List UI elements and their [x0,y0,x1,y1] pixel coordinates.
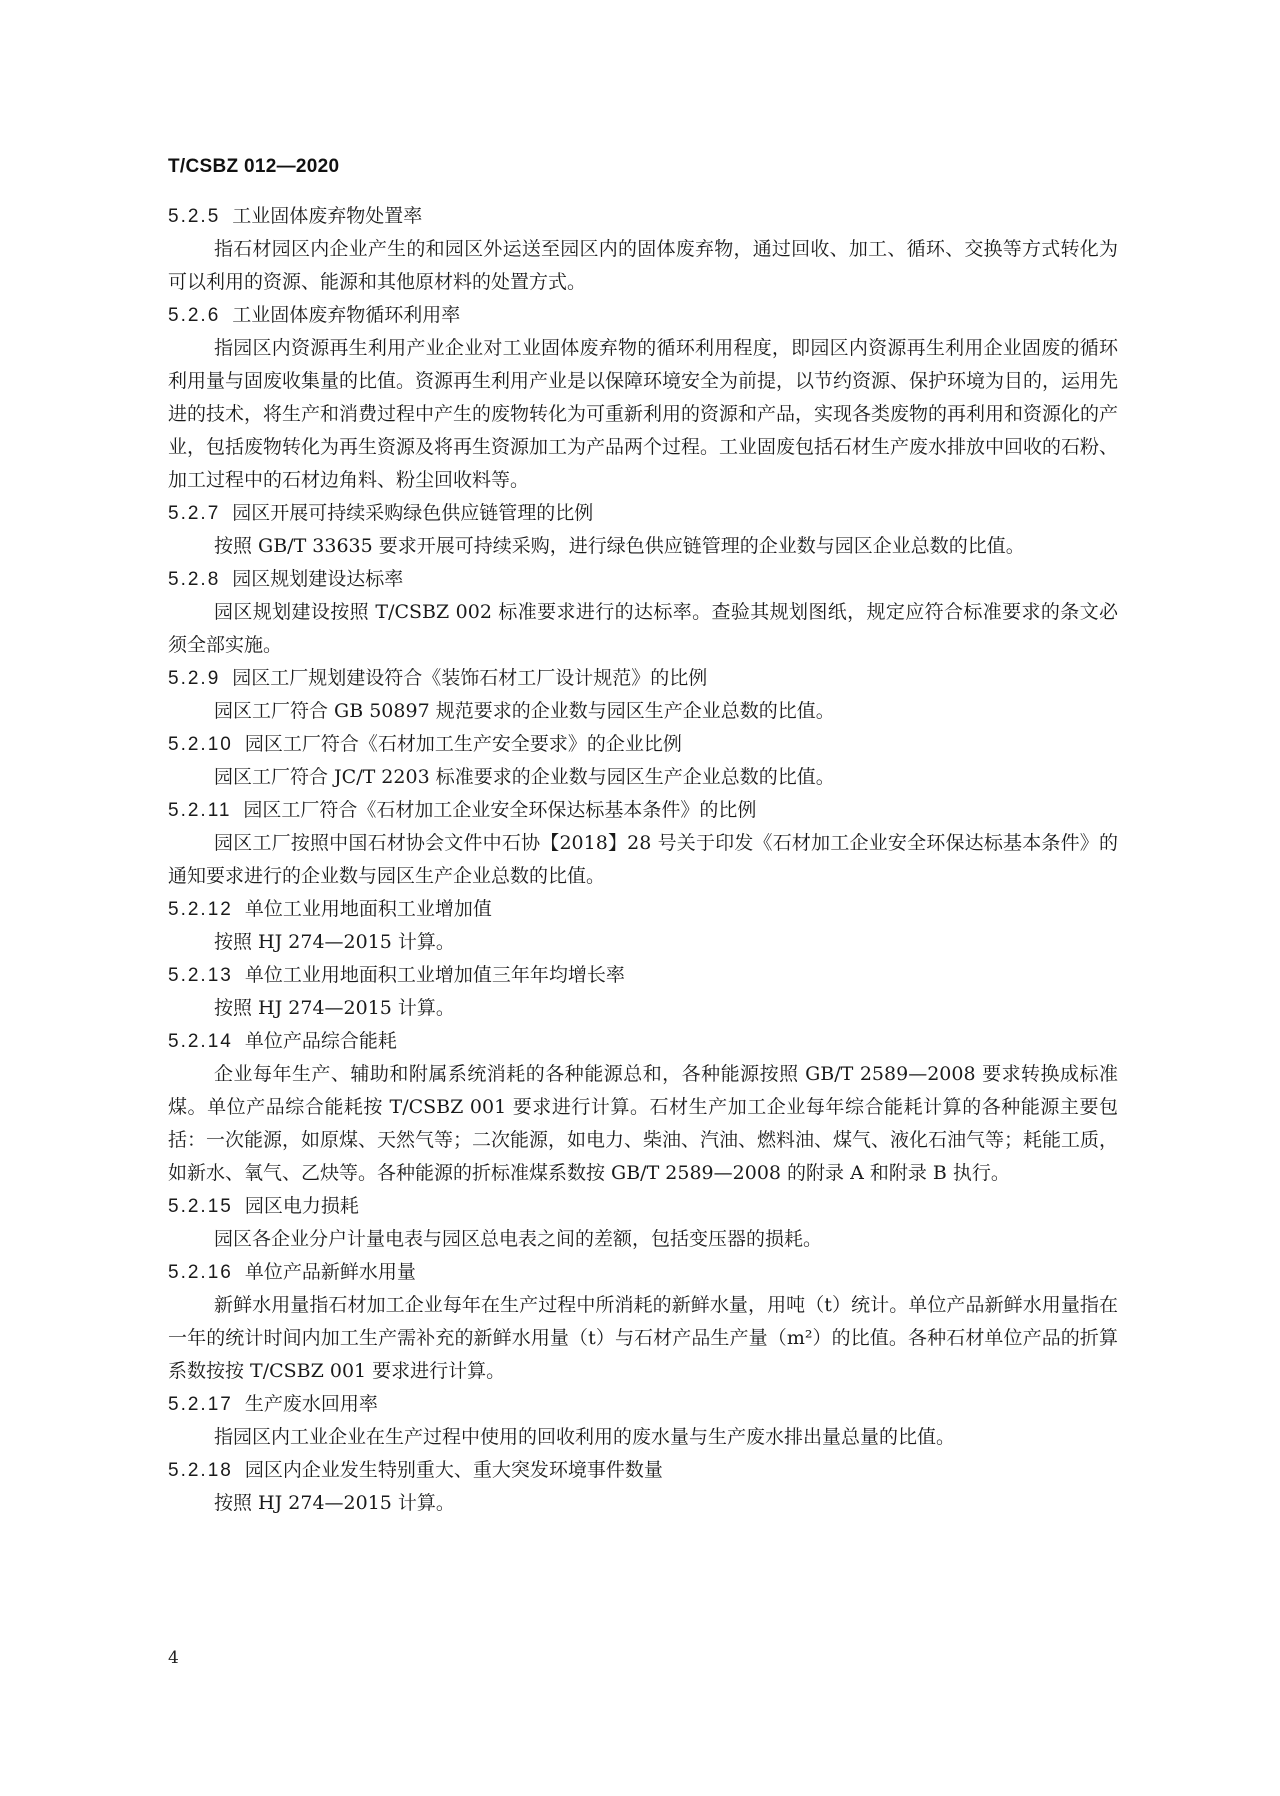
section-paragraph: 园区各企业分户计量电表与园区总电表之间的差额，包括变压器的损耗。 [214,1228,823,1250]
section-heading [168,893,1118,926]
section-number: 5.2.5 [168,206,221,227]
section-title: 工业固体废弃物循环利用率 [232,304,461,326]
section-heading [168,1190,1118,1223]
section-number: 5.2.15 [168,1196,233,1217]
section [168,497,1118,563]
section-title: 生产废水回用率 [244,1393,378,1415]
section-number: 5.2.9 [168,668,221,689]
section-paragraph: 园区工厂按照中国石材协会文件中石协【2018】28 号关于印发《石材加工企业安全环保达标基本条件》的通知要求进行的企业数与园区生产企业总数的比值。 [168,832,1118,887]
section-title: 园区工厂符合《石材加工生产安全要求》的企业比例 [244,733,682,755]
section-title: 单位产品新鲜水用量 [244,1261,416,1283]
section-number: 5.2.10 [168,734,233,755]
standard-code: T/CSBZ 012—2020 [168,156,340,177]
section-paragraph: 园区工厂符合 GB 50897 规范要求的企业数与园区生产企业总数的比值。 [214,700,835,722]
section-title: 园区工厂规划建设符合《装饰石材工厂设计规范》的比例 [232,667,708,689]
section [168,662,1118,728]
document-body [168,200,1118,1520]
section-heading [168,563,1118,596]
section [168,299,1118,497]
section-heading [168,497,1118,530]
section [168,1454,1118,1520]
section-paragraph: 按照 HJ 274—2015 计算。 [214,997,455,1019]
section [168,794,1118,893]
section-number: 5.2.6 [168,305,221,326]
section-paragraph: 新鲜水用量指石材加工企业每年在生产过程中所消耗的新鲜水量，用吨（t）统计。单位产品新鲜水用量指在一年的统计时间内加工生产需补充的新鲜水用量（t）与石材产品生产量（m²）的比值。各种石材单位产品的折算系数按按 T/CSBZ 001 要求进行计算。 [168,1294,1118,1382]
section-paragraph: 园区规划建设按照 T/CSBZ 002 标准要求进行的达标率。查验其规划图纸，规定应符合标准要求的条文必须全部实施。 [168,601,1118,656]
section-heading [168,1256,1118,1289]
section [168,1256,1118,1388]
section-heading [168,959,1118,992]
section-title: 园区开展可持续采购绿色供应链管理的比例 [232,502,594,524]
section-heading [168,662,1118,695]
section-paragraph: 指石材园区内企业产生的和园区外运送至园区内的固体废弃物，通过回收、加工、循环、交换等方式转化为可以利用的资源、能源和其他原材料的处置方式。 [168,238,1118,293]
section-heading [168,200,1118,233]
section [168,1025,1118,1190]
section-paragraph: 企业每年生产、辅助和附属系统消耗的各种能源总和，各种能源按照 GB/T 2589—2008 要求转换成标准煤。单位产品综合能耗按 T/CSBZ 001 要求进行计算。石材生产加工企业每年综合能耗计算的各种能源主要包括：一次能源，如原煤、天然气等；二次能源，如电力、柴油、汽油、燃料油、煤气、液化石油气等；耗能工质，如新水、氧气、乙炔等。各种能源的折标准煤系数按 GB/T 2589—2008 的附录 A 和附录 B 执行。 [168,1063,1119,1184]
section-heading [168,728,1118,761]
section [168,1388,1118,1454]
section-paragraph: 指园区内工业企业在生产过程中使用的回收利用的废水量与生产废水排出量总量的比值。 [214,1426,956,1448]
section-number: 5.2.13 [168,965,233,986]
section-title: 园区工厂符合《石材加工企业安全环保达标基本条件》的比例 [243,799,757,821]
section [168,959,1118,1025]
section-number: 5.2.12 [168,899,233,920]
section-number: 5.2.18 [168,1460,233,1481]
section [168,728,1118,794]
section-number: 5.2.16 [168,1262,233,1283]
section-title: 单位工业用地面积工业增加值三年年均增长率 [244,964,625,986]
section-title: 工业固体废弃物处置率 [232,205,423,227]
section-title: 园区内企业发生特别重大、重大突发环境事件数量 [244,1459,663,1481]
section-paragraph: 按照 GB/T 33635 要求开展可持续采购，进行绿色供应链管理的企业数与园区企业总数的比值。 [214,535,1025,557]
section-heading [168,1025,1118,1058]
section-title: 园区电力损耗 [244,1195,359,1217]
section-number: 5.2.7 [168,503,221,524]
section-heading [168,299,1118,332]
section-paragraph: 园区工厂符合 JC/T 2203 标准要求的企业数与园区生产企业总数的比值。 [214,766,835,788]
section-paragraph: 按照 HJ 274—2015 计算。 [214,931,455,953]
section-heading [168,794,1118,827]
section-paragraph: 按照 HJ 274—2015 计算。 [214,1492,455,1514]
section-number: 5.2.11 [168,800,232,821]
section [168,200,1118,299]
section-number: 5.2.8 [168,569,221,590]
section-title: 单位工业用地面积工业增加值 [244,898,492,920]
section-number: 5.2.17 [168,1394,233,1415]
section-heading [168,1388,1118,1421]
section [168,1190,1118,1256]
section-paragraph: 指园区内资源再生利用产业企业对工业固体废弃物的循环利用程度，即园区内资源再生利用企业固废的循环利用量与固废收集量的比值。资源再生利用产业是以保障环境安全为前提，以节约资源、保护环境为目的，运用先进的技术，将生产和消费过程中产生的废物转化为可重新利用的资源和产品，实现各类废物的再利用和资源化的产业，包括废物转化为再生资源及将再生资源加工为产品两个过程。工业固废包括石材生产废水排放中回收的石粉、加工过程中的石材边角料、粉尘回收料等。 [168,337,1119,491]
section-title: 园区规划建设达标率 [232,568,404,590]
section-heading [168,1454,1118,1487]
page-number: 4 [168,1648,179,1668]
section-title: 单位产品综合能耗 [244,1030,397,1052]
section-number: 5.2.14 [168,1031,233,1052]
section [168,893,1118,959]
section [168,563,1118,662]
